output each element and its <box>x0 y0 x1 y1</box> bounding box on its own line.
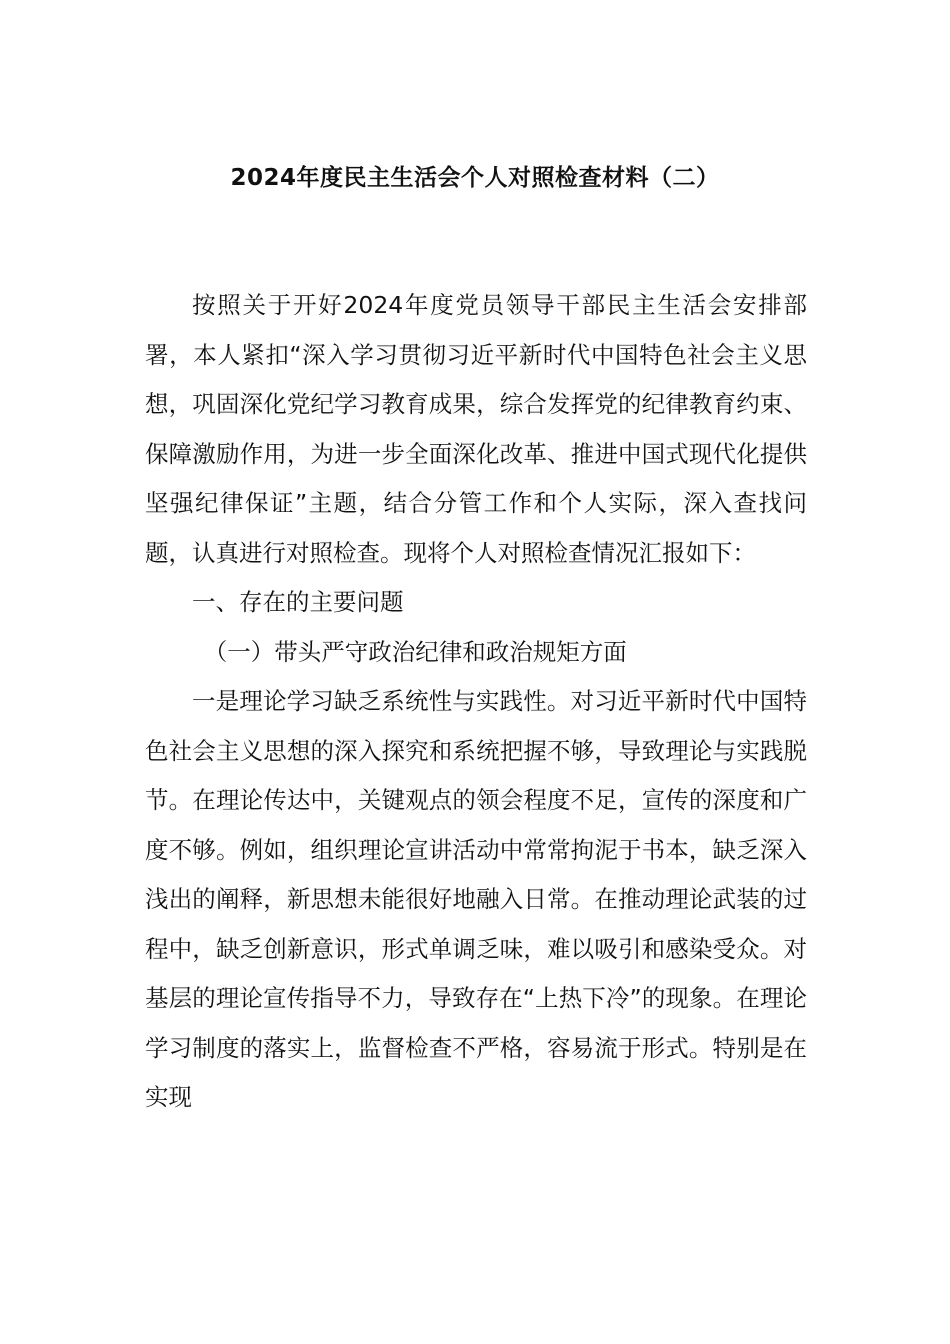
intro-paragraph: 按照关于开好2024年度党员领导干部民主生活会安排部署，本人紧扣“深入学习贯彻习近平新时代中国特色社会主义思想，巩固深化党纪学习教育成果，综合发挥党的纪律教育约束、保障激励作用，为进一步全面深化改革、推进中国式现代化提供坚强纪律保证”主题，结合分管工作和个人实际，深入查找问题，认真进行对照检查。现将个人对照检查情况汇报如下： <box>145 291 807 567</box>
subsection-heading: （一）带头严守政治纪律和政治规矩方面 <box>203 637 627 666</box>
document-body <box>145 281 807 1123</box>
body-paragraph: 一是理论学习缺乏系统性与实践性。对习近平新时代中国特色社会主义思想的深入探究和系统把握不够，导致理论与实践脱节。在理论传达中，关键观点的领会程度不足，宣传的深度和广度不够。例如，组织理论宣讲活动中常常拘泥于书本，缺乏深入浅出的阐释，新思想未能很好地融入日常。在推动理论武装的过程中，缺乏创新意识，形式单调乏味，难以吸引和感染受众。对基层的理论宣传指导不力，导致存在“上热下冷”的现象。在理论学习制度的落实上，监督检查不严格，容易流于形式。特别是在实现 <box>145 687 807 1111</box>
section-heading: 一、存在的主要问题 <box>192 588 404 616</box>
document-title: 2024年度民主生活会个人对照检查材料（二） <box>230 165 720 191</box>
